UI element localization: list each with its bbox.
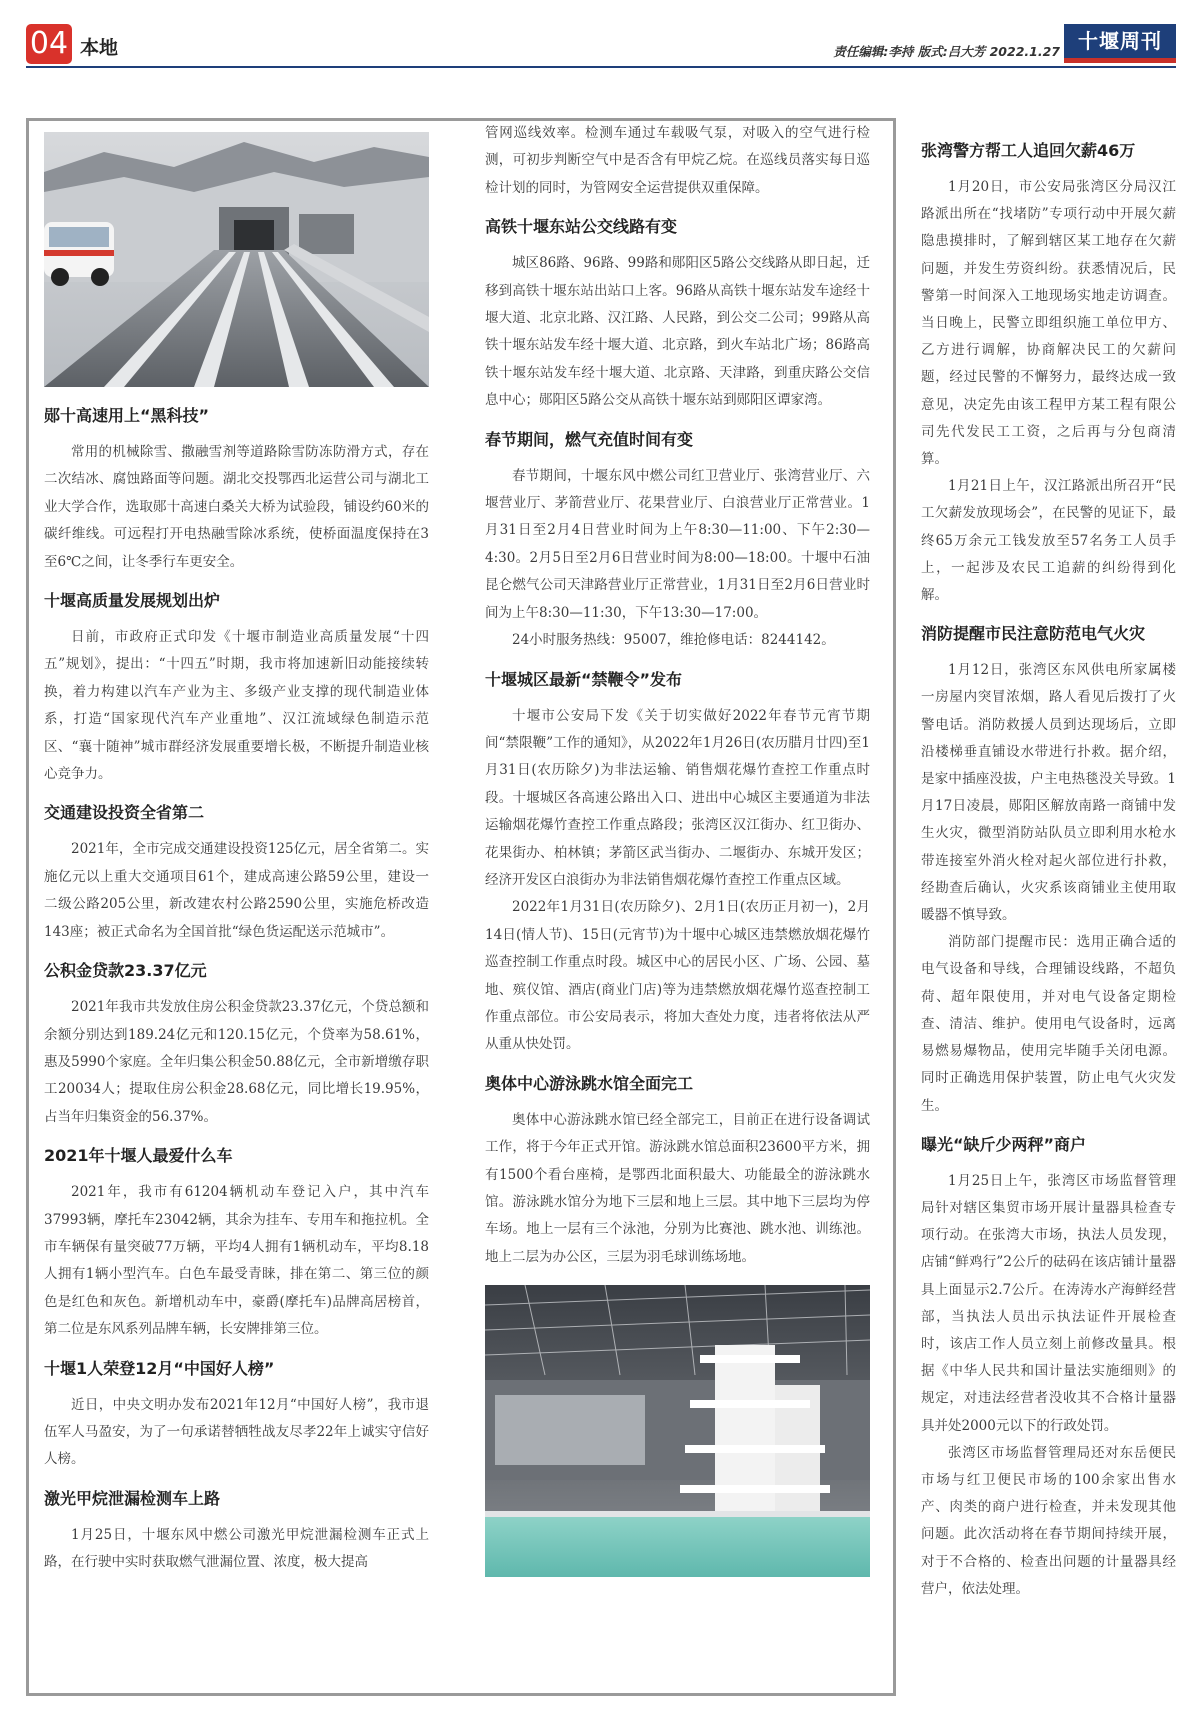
article-body: 2021年我市共发放住房公积金贷款23.37亿元，个贷总额和余额分别达到189.24亿元和120.15亿元，个贷率为58.61%，惠及5990个家庭。全年归集公积金50.88亿元，全市新增缴存职工20034人；提取住房公积金28.68亿元，同比增长19.95%，占当年归集资金的56.37%。 <box>44 999 429 1125</box>
masthead-logo: 十堰周刊 <box>1064 24 1176 58</box>
column-2 <box>485 120 870 1577</box>
masthead-bar <box>1064 58 1176 63</box>
section-name: 本地 <box>80 37 119 59</box>
article-body: 近日，中央文明办发布2021年12月“中国好人榜”，我市退伍军人马盈安，为了一句承诺替牺牲战友尽孝22年上诚实守信好人榜。 <box>44 1396 429 1468</box>
column-1 <box>44 132 429 1591</box>
article-title: 消防提醒市民注意防范电气火灾 <box>921 624 1146 644</box>
article-body: 1月20日，市公安局张湾区分局汉江路派出所在“找堵防”专项行动中开展欠薪隐患摸排时，了解到辖区某工地存在欠薪问题，并发生劳资纠纷。获悉情况后，民警第一时间深入工地现场实地走访调查。当日晚上，民警立即组织施工单位甲方、乙方进行调解，协商解决民工的欠薪问题，经过民警的不懈努力，最终达成一致意见，决定先由该工程甲方某工程有限公司先代发民工工资，之后再与分包商清算。 <box>921 179 1176 468</box>
page-number: 04 <box>26 24 72 64</box>
article-body: 日前，市政府正式印发《十堰市制造业高质量发展“十四五”规划》，提出：“十四五”时期，我市将加速新旧动能接续转换，着力构建以汽车产业为主、多级产业支撑的现代制造业体系，打造“国家现代汽车产业重地”、汉江流域绿色制造示范区、“襄十随神”城市群经济发展重要增长极，不断提升制造业核心竞争力。 <box>44 629 429 783</box>
article-body: 2021年，我市有61204辆机动车登记入户，其中汽车37993辆，摩托车23042辆，其余为挂车、专用车和拖拉机。全市车辆保有量突破77万辆，平均4人拥有1辆机动车，平均8.18人拥有1辆小型汽车。白色车最受青睐，排在第二、第三位的颜色是红色和灰色。新增机动车中，豪爵(摩托车)品牌高居榜首，第二位是东风系列品牌车辆，长安牌排第三位。 <box>44 1184 429 1338</box>
editor-credits: 责任编辑:李持 版式:吕大芳 2022.1.27 <box>833 44 1060 59</box>
header-divider <box>26 66 1176 68</box>
article-body: 2021年，全市完成交通建设投资125亿元，居全省第二。实施亿元以上重大交通项目61个，建成高速公路59公里，建设一二级公路205公里，新改建农村公路2590公里，实施危桥改造143座；被正式命名为全国首批“绿色货运配送示范城市”。 <box>44 841 429 940</box>
article-body: 春节期间，十堰东风中燃公司红卫营业厅、张湾营业厅、六堰营业厅、茅箭营业厅、花果营业厅、白浪营业厅正常营业。1月31日至2月4日营业时间为上午8:30—11:00、下午2:30—4:30。2月5日至2月6日营业时间为8:00—18:00。十堰中石油昆仑燃气公司天津路营业厅正常营业，1月31日至2月6日营业时间为上午8:30—11:30，下午13:30—17:00。 <box>485 467 870 621</box>
article-title: 激光甲烷泄漏检测车上路 <box>44 1488 221 1508</box>
article-title: 张湾警方帮工人追回欠薪46万 <box>921 141 1136 160</box>
article-body: 张湾区市场监督管理局还对东岳便民市场与红卫便民市场的100余家出售水产、肉类的商户进行检查，并未发现其他问题。此次活动将在春节期间持续开展，对于不合格的、检查出问题的计量器具经营户，依法处理。 <box>921 1444 1176 1597</box>
article-title: 2021年十堰人最爱什么车 <box>44 1146 233 1166</box>
article-title: 曝光“缺斤少两秤”商户 <box>921 1134 1087 1154</box>
article-body: 1月12日，张湾区东风供电所家属楼一房屋内突冒浓烟，路人看见后拨打了火警电话。消防救援人员到达现场后，立即沿楼梯垂直铺设水带进行扑救。据介绍，是家中插座没拔，户主电热毯没关导致。1月17日凌晨，郧阳区解放南路一商铺中发生火灾，微型消防站队员立即利用水枪水带连接室外消火栓对起火部位进行扑救，经勘查后确认，火灾系该商铺业主使用取暖器不慎导致。 <box>921 662 1176 924</box>
snowy-highway-photo <box>44 132 429 387</box>
article-title: 郧十高速用上“黑科技” <box>44 406 210 425</box>
article-body: 奥体中心游泳跳水馆已经全部完工，目前正在进行设备调试工作，将于今年正式开馆。游泳跳水馆总面积23600平方米，拥有1500个看台座椅，是鄂西北面积最大、功能最全的游泳跳水馆。游泳跳水馆分为地下三层和地上三层。其中地下三层均为停车场。地上一层有三个泳池，分别为比赛池、跳水池、训练池。地上二层为办公区，三层为羽毛球训练场地。 <box>485 1111 870 1265</box>
article-title: 十堰城区最新“禁鞭令”发布 <box>485 669 683 689</box>
article-title: 高铁十堰东站公交线路有变 <box>485 217 678 237</box>
article-body: 城区86路、96路、99路和郧阳区5路公交线路从即日起，迁移到高铁十堰东站出站口上客。96路从高铁十堰东站发车途经十堰大道、北京北路、汉江路、人民路，到公交二公司；99路从高铁十堰东站发车经十堰大道、北京路，到火车站北广场；86路高铁十堰东站发车经十堰大道、北京路、天津路，到重庆路公交信息中心；郧阳区5路公交从高铁十堰东站到郧阳区谭家湾。 <box>485 255 870 409</box>
article-title: 十堰1人荣登12月“中国好人榜” <box>44 1358 275 1378</box>
article-body: 常用的机械除雪、撒融雪剂等道路除雪防冻防滑方式，存在二次结冰、腐蚀路面等问题。湖北交投鄂西北运营公司与湖北工业大学合作，选取郧十高速白桑关大桥为试验段，铺设约60米的碳纤维线。可远程打开电热融雪除冰系统，使桥面温度保持在3至6℃之间，让冬季行车更安全。 <box>44 444 429 570</box>
page-header <box>0 0 1200 72</box>
article-body: 十堰市公安局下发《关于切实做好2022年春节元宵节期间“禁限鞭”工作的通知》，从2022年1月26日(农历腊月廿四)至1月31日(农历除夕)为非法运输、销售烟花爆竹查控工作重点时段。十堰城区各高速公路出入口、进出中心城区主要通道为非法运输烟花爆竹查控工作重点路段；张湾区汉江街办、红卫街办、花果街办、柏林镇；茅箭区武当街办、二堰街办、东城开发区；经济开发区白浪街办为非法销售烟花爆竹查控工作重点区域。 <box>485 707 870 888</box>
article-body-continued: 管网巡线效率。检测车通过车载吸气泵，对吸入的空气进行检测，可初步判断空气中是否含有甲烷乙烷。在巡线员落实每日巡检计划的同时，为管网安全运营提供双重保障。 <box>485 125 870 196</box>
article-title: 交通建设投资全省第二 <box>44 803 205 823</box>
article-body: 24小时服务热线：95007，维抢修电话：8244142。 <box>512 632 835 649</box>
article-body: 1月25日上午，张湾区市场监督管理局针对辖区集贸市场开展计量器具检查专项行动。在张湾大市场，执法人员发现，店铺“鲜鸡行”2公斤的砝码在该店铺计量器具上面显示2.7公斤。在涛涛水产海鲜经营部，当执法人员出示执法证件开展检查时，该店工作人员立刻上前修改量具。根据《中华人民共和国计量法实施细则》的规定，对违法经营者没收其不合格计量器具并处2000元以下的行政处罚。 <box>921 1172 1176 1434</box>
column-3 <box>921 140 1176 1617</box>
article-body: 2022年1月31日(农历除夕)、2月1日(农历正月初一)，2月14日(情人节)、15日(元宵节)为十堰中心城区违禁燃放烟花爆竹巡查控制工作重点时段。城区中心的居民小区、广场、公园、墓地、殡仪馆、酒店(商业门店)等为违禁燃放烟花爆竹巡查控制工作重点部位。市公安局表示，将加大查处力度，违者将依法从严从重从快处罚。 <box>485 899 870 1053</box>
article-body: 消防部门提醒市民：选用正确合适的电气设备和导线，合理铺设线路，不超负荷、超年限使用，并对电气设备定期检查、清洁、维护。使用电气设备时，远离易燃易爆物品，使用完毕随手关闭电源。同时正确选用保护装置，防止电气火灾发生。 <box>921 934 1176 1114</box>
article-title: 奥体中心游泳跳水馆全面完工 <box>485 1073 694 1093</box>
article-title: 公积金贷款23.37亿元 <box>44 961 207 981</box>
article-title: 十堰高质量发展规划出炉 <box>44 591 221 611</box>
article-body: 1月21日上午，汉江路派出所召开“民工欠薪发放现场会”，在民警的见证下，最终65万余元工钱发放至57名务工人员手上，一起涉及农民工追薪的纠纷得到化解。 <box>921 478 1176 604</box>
article-title: 春节期间，燃气充值时间有变 <box>485 429 694 449</box>
article-body: 1月25日，十堰东风中燃公司激光甲烷泄漏检测车正式上路，在行驶中实时获取燃气泄漏位置、浓度，极大提高 <box>44 1526 429 1571</box>
swimming-hall-photo <box>485 1285 870 1577</box>
